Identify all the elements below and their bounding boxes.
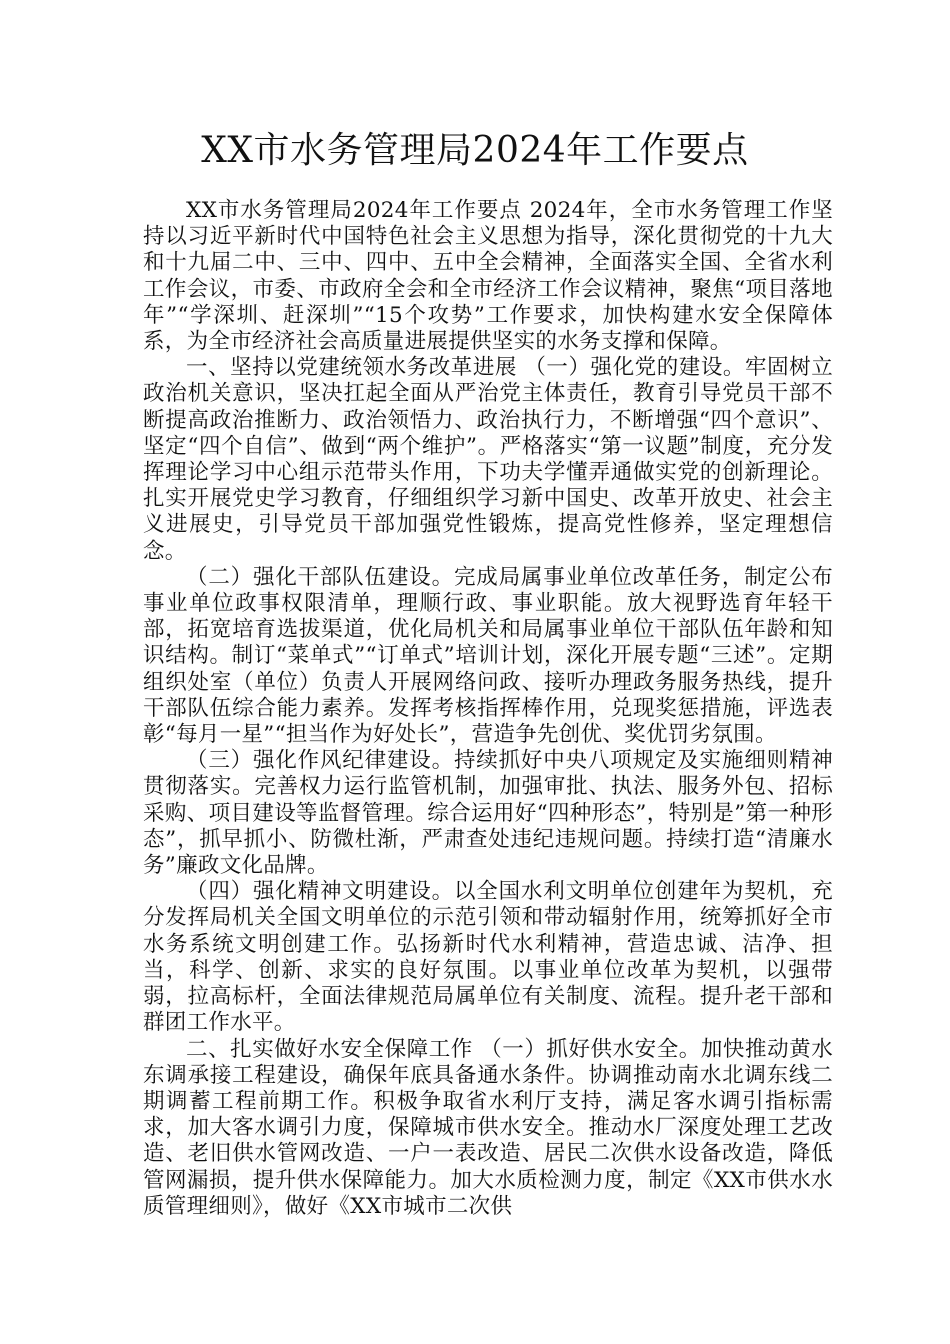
section-1-spiritual-civilization-paragraph: （四）强化精神文明建设。以全国水利文明单位创建年为契机，充分发挥局机关全国文明单位的示范引领和带动辐射作用，统筹抓好全市水务系统文明创建工作。弘扬新时代水利精神，营造忠诚、洁净、担当，科学、创新、求实的良好氛围。以事业单位改革为契机，以强带弱，拉高标杆，全面法律规范局属单位有关制度、流程。提升老干部和群团工作水平。 — [143, 879, 833, 1036]
section-1-party-building-paragraph: 一、坚持以党建统领水务改革进展 （一）强化党的建设。牢固树立政治机关意识，坚决扛起全面从严治党主体责任，教育引导党员干部不断提高政治推断力、政治领悟力、政治执行力，不断增强“四个意识”、坚定“四个自信”、做到“两个维护”。严格落实“第一议题”制度，充分发挥理论学习中心组示范带头作用，下功夫学懂弄通做实党的创新理论。扎实开展党史学习教育，仔细组织学习新中国史、改革开放史、社会主义进展史，引导党员干部加强党性锻炼，提高党性修养，坚定理想信念。 — [143, 355, 833, 564]
section-1-work-style-paragraph: （三）强化作风纪律建设。持续抓好中央八项规定及实施细则精神贯彻落实。完善权力运行监管机制，加强审批、执法、服务外包、招标采购、项目建设等监督管理。综合运用好“四种形态”，特别是”第一种形态”，抓早抓小、防微杜渐，严肃查处违纪违规问题。持续打造“清廉水务”廉政文化品牌。 — [143, 748, 833, 879]
intro-paragraph: XX市水务管理局2024年工作要点 2024年，全市水务管理工作坚持以习近平新时代中国特色社会主义思想为指导，深化贯彻党的十九大和十九届二中、三中、四中、五中全会精神，全面落实全国、全省水利工作会议，市委、市政府全会和全市经济工作会议精神，聚焦“项目落地年”“学深圳、赶深圳”“15个攻势”工作要求，加快构建水安全保障体系，为全市经济社会高质量进展提供坚实的水务支撑和保障。 — [143, 198, 833, 355]
section-1-cadre-team-paragraph: （二）强化干部队伍建设。完成局属事业单位改革任务，制定公布事业单位政事权限清单，理顺行政、事业职能。放大视野选育年轻干部，拓宽培育选拔渠道，优化局机关和局属事业单位干部队伍年龄和知识结构。制订“菜单式”“订单式”培训计划，深化开展专题“三述”。定期组织处室（单位）负责人开展网络问政、接听办理政务服务热线，提升干部队伍综合能力素养。发挥考核指挥棒作用，兑现奖惩措施，评选表彰“每月一星”“担当作为好处长”，营造争先创优、奖优罚劣氛围。 — [143, 564, 833, 748]
document-title: XX市水务管理局2024年工作要点 — [201, 130, 749, 171]
document-body — [143, 198, 833, 1220]
section-2-water-supply-paragraph: 二、扎实做好水安全保障工作 （一）抓好供水安全。加快推动黄水东调承接工程建设，确保年底具备通水条件。协调推动南水北调东线二期调蓄工程前期工作。积极争取省水利厅支持，满足客水调引指标需求，加大客水调引力度，保障城市供水安全。推动水厂深度处理工艺改造、老旧供水管网改造、一户一表改造、居民二次供水设备改造，降低管网漏损，提升供水保障能力。加大水质检测力度，制定《XX市供水水质管理细则》，做好《XX市城市二次供 — [143, 1036, 833, 1219]
